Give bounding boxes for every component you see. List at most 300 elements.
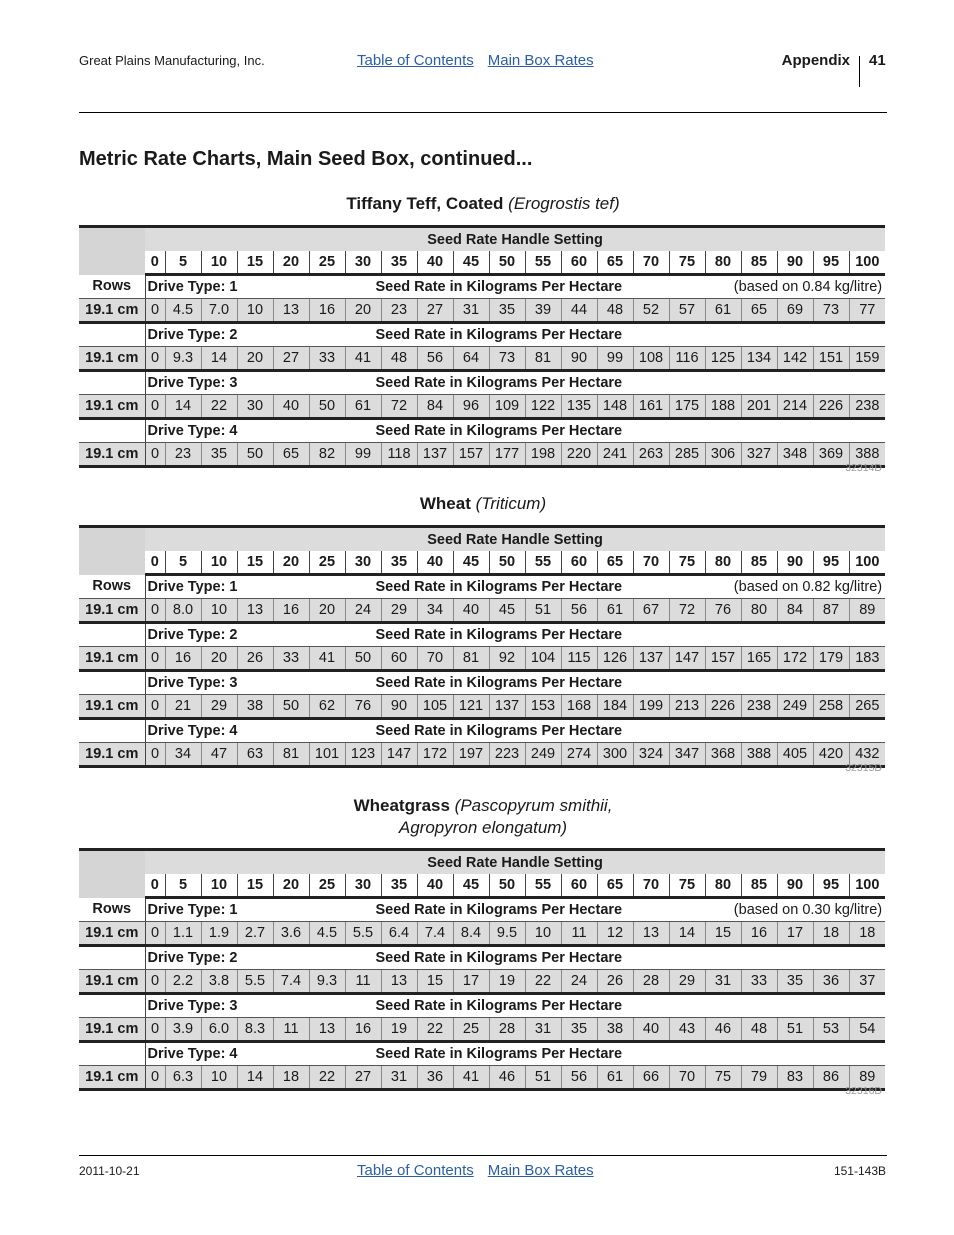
rate-value: 83: [777, 1066, 813, 1090]
rate-value: 10: [525, 922, 561, 946]
rate-row: [79, 695, 885, 719]
rate-value: 238: [741, 695, 777, 719]
rate-value: 5.5: [237, 970, 273, 994]
chart-title: [79, 193, 887, 215]
rows-label-empty: [79, 371, 145, 395]
setting-value: 25: [309, 874, 345, 898]
rate-value: 13: [237, 599, 273, 623]
setting-value: 95: [813, 874, 849, 898]
rate-value: 405: [777, 743, 813, 767]
rate-row: [79, 922, 885, 946]
rate-value: 9.5: [489, 922, 525, 946]
footer-links: [357, 1162, 594, 1179]
page-title: Metric Rate Charts, Main Seed Box, continued...: [79, 148, 533, 170]
setting-value: 0: [145, 874, 165, 898]
rate-value: 1.1: [165, 922, 201, 946]
setting-value: 15: [237, 874, 273, 898]
row-spacing-label: 19.1 cm: [79, 299, 145, 323]
rate-value: 7.4: [273, 970, 309, 994]
rate-value: 214: [777, 395, 813, 419]
rate-value: 23: [165, 443, 201, 467]
rate-value: 274: [561, 743, 597, 767]
setting-value: 35: [381, 874, 417, 898]
rate-value: 24: [561, 970, 597, 994]
rate-value: 62: [309, 695, 345, 719]
rate-value: 48: [381, 347, 417, 371]
crop-scientific-name-line2: Agropyron elongatum): [398, 818, 568, 837]
rate-value: 76: [345, 695, 381, 719]
setting-value: 50: [489, 251, 525, 275]
rate-row: [79, 743, 885, 767]
footer-date: 2011-10-21: [79, 1164, 140, 1178]
rate-value: 2.2: [165, 970, 201, 994]
rate-value: 11: [345, 970, 381, 994]
rate-value: 23: [381, 299, 417, 323]
rate-value: 137: [633, 647, 669, 671]
header-row: [79, 227, 885, 252]
drive-type-line: [146, 675, 886, 691]
setting-value: 100: [849, 874, 885, 898]
drive-type-cell: [145, 623, 885, 647]
rate-value: 369: [813, 443, 849, 467]
rate-value: 19: [381, 1018, 417, 1042]
setting-value: 35: [381, 551, 417, 575]
drive-type-row: [79, 898, 885, 922]
rate-value: 0: [145, 922, 165, 946]
setting-value: 75: [669, 874, 705, 898]
rate-value: 157: [453, 443, 489, 467]
rate-value: 48: [597, 299, 633, 323]
setting-value: 25: [309, 251, 345, 275]
rate-value: 34: [417, 599, 453, 623]
drive-type-label: Drive Type: 2: [147, 327, 238, 343]
setting-value: 80: [705, 874, 741, 898]
rate-value: 10: [237, 299, 273, 323]
rate-value: 175: [669, 395, 705, 419]
setting-value: 10: [201, 874, 237, 898]
rate-value: 14: [237, 1066, 273, 1090]
rate-value: 116: [669, 347, 705, 371]
rate-value: 72: [381, 395, 417, 419]
rate-value: 105: [417, 695, 453, 719]
rate-value: 19: [489, 970, 525, 994]
setting-value: 65: [597, 551, 633, 575]
rate-table: [79, 525, 885, 768]
rate-value: 118: [381, 443, 417, 467]
rate-value: 21: [165, 695, 201, 719]
rate-value: 35: [201, 443, 237, 467]
rate-value: 3.8: [201, 970, 237, 994]
rate-value: 56: [417, 347, 453, 371]
rate-unit-label: Seed Rate in Kilograms Per Hectare: [375, 627, 623, 643]
rate-value: 20: [237, 347, 273, 371]
drive-type-label: Drive Type: 1: [147, 579, 238, 595]
rate-value: 86: [813, 1066, 849, 1090]
drive-type-line: [146, 1046, 886, 1062]
rate-value: 60: [381, 647, 417, 671]
rate-value: 223: [489, 743, 525, 767]
rows-label-empty: [79, 323, 145, 347]
rate-value: 69: [777, 299, 813, 323]
setting-value: 70: [633, 551, 669, 575]
rate-value: 388: [849, 443, 885, 467]
rate-value: 199: [633, 695, 669, 719]
row-spacing-label: 19.1 cm: [79, 922, 145, 946]
drive-type-label: Drive Type: 2: [147, 627, 238, 643]
rate-value: 41: [345, 347, 381, 371]
setting-value: 90: [777, 874, 813, 898]
rate-value: 38: [237, 695, 273, 719]
drive-type-cell: [145, 371, 885, 395]
rate-value: 241: [597, 443, 633, 467]
rate-value: 28: [633, 970, 669, 994]
rate-value: 75: [705, 1066, 741, 1090]
drive-type-row: [79, 623, 885, 647]
density-note: (based on 0.30 kg/litre): [733, 902, 883, 918]
drive-type-label: Drive Type: 3: [147, 675, 238, 691]
setting-value: 20: [273, 874, 309, 898]
setting-value: 100: [849, 551, 885, 575]
rate-value: 6.4: [381, 922, 417, 946]
rate-value: 420: [813, 743, 849, 767]
rate-value: 388: [741, 743, 777, 767]
rate-value: 184: [597, 695, 633, 719]
drive-type-cell: [145, 946, 885, 970]
rate-value: 64: [453, 347, 489, 371]
rate-value: 220: [561, 443, 597, 467]
crop-scientific-name: (Pascopyrum smithii,: [454, 796, 613, 815]
rate-value: 33: [273, 647, 309, 671]
rate-value: 147: [381, 743, 417, 767]
rate-value: 8.3: [237, 1018, 273, 1042]
rate-value: 4.5: [165, 299, 201, 323]
rate-value: 137: [489, 695, 525, 719]
rate-value: 201: [741, 395, 777, 419]
setting-value: 65: [597, 874, 633, 898]
rate-value: 18: [273, 1066, 309, 1090]
rate-value: 108: [633, 347, 669, 371]
drive-type-row: [79, 1042, 885, 1066]
drive-type-label: Drive Type: 1: [147, 279, 238, 295]
rate-value: 84: [417, 395, 453, 419]
rate-value: 324: [633, 743, 669, 767]
setting-value: 5: [165, 251, 201, 275]
rate-value: 77: [849, 299, 885, 323]
rate-unit-label: Seed Rate in Kilograms Per Hectare: [375, 950, 623, 966]
rows-label: Rows: [79, 575, 145, 599]
rate-value: 115: [561, 647, 597, 671]
rate-value: 137: [417, 443, 453, 467]
main-box-rates-link[interactable]: Main Box Rates: [487, 52, 594, 69]
setting-value: 100: [849, 251, 885, 275]
document-number: 151-143B: [833, 1164, 886, 1178]
rate-value: 188: [705, 395, 741, 419]
rows-label-empty: [79, 671, 145, 695]
rate-value: 33: [741, 970, 777, 994]
rate-value: 26: [237, 647, 273, 671]
rate-value: 18: [849, 922, 885, 946]
handle-setting-header: Seed Rate Handle Setting: [145, 227, 885, 252]
rate-value: 81: [273, 743, 309, 767]
rate-value: 16: [273, 599, 309, 623]
rate-value: 126: [597, 647, 633, 671]
rate-value: 50: [273, 695, 309, 719]
handle-setting-header: Seed Rate Handle Setting: [145, 850, 885, 875]
row-spacing-label: 19.1 cm: [79, 647, 145, 671]
rate-value: 161: [633, 395, 669, 419]
header-links: [357, 52, 594, 69]
rate-value: 29: [201, 695, 237, 719]
rate-unit-label: Seed Rate in Kilograms Per Hectare: [375, 579, 623, 595]
rate-value: 148: [597, 395, 633, 419]
rate-value: 197: [453, 743, 489, 767]
drive-type-line: [146, 579, 886, 595]
setting-value: 95: [813, 251, 849, 275]
rate-table: [79, 848, 885, 1091]
crop-scientific-name: (Triticum): [475, 494, 547, 513]
rate-value: 41: [453, 1066, 489, 1090]
drive-type-line: [146, 627, 886, 643]
rate-value: 40: [633, 1018, 669, 1042]
rate-value: 0: [145, 443, 165, 467]
drive-type-label: Drive Type: 3: [147, 998, 238, 1014]
rate-value: 46: [489, 1066, 525, 1090]
rate-value: 0: [145, 970, 165, 994]
rate-value: 61: [597, 1066, 633, 1090]
rate-value: 101: [309, 743, 345, 767]
rate-value: 0: [145, 299, 165, 323]
header-rule: [79, 112, 887, 113]
rate-value: 165: [741, 647, 777, 671]
rate-value: 56: [561, 599, 597, 623]
rate-value: 51: [525, 1066, 561, 1090]
rate-value: 14: [165, 395, 201, 419]
rate-value: 306: [705, 443, 741, 467]
rate-value: 53: [813, 1018, 849, 1042]
rate-value: 99: [345, 443, 381, 467]
setting-value: 40: [417, 251, 453, 275]
rate-value: 46: [705, 1018, 741, 1042]
setting-value: 85: [741, 251, 777, 275]
rate-row: [79, 647, 885, 671]
setting-value: 10: [201, 551, 237, 575]
rate-value: 47: [201, 743, 237, 767]
rate-value: 4.5: [309, 922, 345, 946]
rate-value: 31: [381, 1066, 417, 1090]
setting-value: 45: [453, 551, 489, 575]
drive-type-label: Drive Type: 4: [147, 1046, 238, 1062]
rate-value: 24: [345, 599, 381, 623]
setting-value: 45: [453, 874, 489, 898]
setting-value: 80: [705, 551, 741, 575]
rate-value: 0: [145, 395, 165, 419]
rate-value: 157: [705, 647, 741, 671]
row-spacing-label: 19.1 cm: [79, 599, 145, 623]
rate-value: 20: [345, 299, 381, 323]
crop-name: Tiffany Teff, Coated: [346, 194, 504, 213]
drive-type-line: [146, 950, 886, 966]
setting-value: 15: [237, 551, 273, 575]
header-row: [79, 850, 885, 875]
rows-label-empty: [79, 419, 145, 443]
rate-value: 27: [417, 299, 453, 323]
rate-unit-label: Seed Rate in Kilograms Per Hectare: [375, 327, 623, 343]
rate-unit-label: Seed Rate in Kilograms Per Hectare: [375, 423, 623, 439]
rate-value: 0: [145, 743, 165, 767]
rate-value: 27: [273, 347, 309, 371]
footer-rule: [79, 1155, 887, 1156]
rate-value: 20: [309, 599, 345, 623]
rate-value: 122: [525, 395, 561, 419]
rows-label-empty: [79, 994, 145, 1018]
drive-type-cell: [145, 1042, 885, 1066]
main-box-rates-link[interactable]: Main Box Rates: [487, 1162, 594, 1179]
row-spacing-label: 19.1 cm: [79, 970, 145, 994]
rate-value: 92: [489, 647, 525, 671]
row-spacing-label: 19.1 cm: [79, 1066, 145, 1090]
rate-unit-label: Seed Rate in Kilograms Per Hectare: [375, 1046, 623, 1062]
setting-value: 60: [561, 874, 597, 898]
setting-value: 60: [561, 251, 597, 275]
rate-value: 0: [145, 695, 165, 719]
corner-cell: [79, 527, 145, 575]
rate-value: 12: [597, 922, 633, 946]
corner-cell: [79, 227, 145, 275]
row-spacing-label: 19.1 cm: [79, 347, 145, 371]
rate-unit-label: Seed Rate in Kilograms Per Hectare: [375, 902, 623, 918]
rate-value: 33: [309, 347, 345, 371]
rate-value: 96: [453, 395, 489, 419]
rate-value: 263: [633, 443, 669, 467]
rate-value: 35: [561, 1018, 597, 1042]
rate-value: 11: [273, 1018, 309, 1042]
rate-value: 14: [201, 347, 237, 371]
drive-type-line: [146, 279, 886, 295]
rate-value: 134: [741, 347, 777, 371]
table-of-contents-link[interactable]: Table of Contents: [357, 52, 474, 69]
company-name: Great Plains Manufacturing, Inc.: [79, 53, 265, 68]
rate-value: 16: [345, 1018, 381, 1042]
row-spacing-label: 19.1 cm: [79, 743, 145, 767]
rate-value: 61: [705, 299, 741, 323]
rate-value: 44: [561, 299, 597, 323]
rate-value: 183: [849, 647, 885, 671]
crop-name: Wheatgrass: [353, 796, 450, 815]
row-spacing-label: 19.1 cm: [79, 695, 145, 719]
page-number: 41: [869, 52, 886, 69]
setting-value: 5: [165, 551, 201, 575]
rate-value: 300: [597, 743, 633, 767]
drive-type-row: [79, 719, 885, 743]
rate-value: 51: [777, 1018, 813, 1042]
rate-value: 50: [237, 443, 273, 467]
setting-value: 70: [633, 874, 669, 898]
drive-type-cell: [145, 994, 885, 1018]
setting-value: 70: [633, 251, 669, 275]
drive-type-cell: [145, 419, 885, 443]
rate-value: 9.3: [165, 347, 201, 371]
rate-value: 70: [417, 647, 453, 671]
rate-row: [79, 1066, 885, 1090]
rate-value: 249: [777, 695, 813, 719]
rate-value: 48: [741, 1018, 777, 1042]
drive-type-line: [146, 998, 886, 1014]
setting-value: 95: [813, 551, 849, 575]
setting-value: 0: [145, 251, 165, 275]
handle-setting-header: Seed Rate Handle Setting: [145, 527, 885, 552]
density-note: (based on 0.82 kg/litre): [733, 579, 883, 595]
rate-value: 151: [813, 347, 849, 371]
rate-value: 81: [453, 647, 489, 671]
rate-value: 6.0: [201, 1018, 237, 1042]
rate-value: 147: [669, 647, 705, 671]
rate-value: 168: [561, 695, 597, 719]
chart-title: [79, 795, 887, 839]
rate-value: 99: [597, 347, 633, 371]
drive-type-row: [79, 575, 885, 599]
rate-value: 31: [525, 1018, 561, 1042]
figure-number: 32314D: [845, 462, 882, 474]
rate-value: 13: [309, 1018, 345, 1042]
rate-value: 57: [669, 299, 705, 323]
rate-value: 61: [597, 599, 633, 623]
rate-value: 7.0: [201, 299, 237, 323]
rate-value: 35: [489, 299, 525, 323]
drive-type-row: [79, 671, 885, 695]
rate-value: 172: [777, 647, 813, 671]
rate-value: 8.4: [453, 922, 489, 946]
drive-type-line: [146, 375, 886, 391]
rate-value: 348: [777, 443, 813, 467]
rate-value: 36: [417, 1066, 453, 1090]
rate-value: 63: [237, 743, 273, 767]
rate-value: 35: [777, 970, 813, 994]
rate-value: 51: [525, 599, 561, 623]
rate-value: 89: [849, 1066, 885, 1090]
setting-value: 30: [345, 874, 381, 898]
rate-value: 31: [453, 299, 489, 323]
rate-value: 43: [669, 1018, 705, 1042]
rate-value: 0: [145, 1066, 165, 1090]
rate-value: 177: [489, 443, 525, 467]
rate-value: 125: [705, 347, 741, 371]
rate-value: 0: [145, 599, 165, 623]
rate-value: 90: [381, 695, 417, 719]
rate-value: 79: [741, 1066, 777, 1090]
table-of-contents-link[interactable]: Table of Contents: [357, 1162, 474, 1179]
setting-value: 40: [417, 551, 453, 575]
rate-table: [79, 225, 885, 468]
rate-value: 72: [669, 599, 705, 623]
rate-value: 17: [777, 922, 813, 946]
setting-value: 35: [381, 251, 417, 275]
rate-value: 82: [309, 443, 345, 467]
setting-value: 90: [777, 551, 813, 575]
rate-value: 9.3: [309, 970, 345, 994]
drive-type-label: Drive Type: 1: [147, 902, 238, 918]
rate-value: 15: [705, 922, 741, 946]
setting-value: 85: [741, 551, 777, 575]
drive-type-row: [79, 419, 885, 443]
rate-value: 41: [309, 647, 345, 671]
rate-value: 11: [561, 922, 597, 946]
rate-value: 153: [525, 695, 561, 719]
rate-value: 80: [741, 599, 777, 623]
setting-value: 30: [345, 251, 381, 275]
rate-value: 121: [453, 695, 489, 719]
rate-value: 65: [273, 443, 309, 467]
setting-value: 55: [525, 874, 561, 898]
